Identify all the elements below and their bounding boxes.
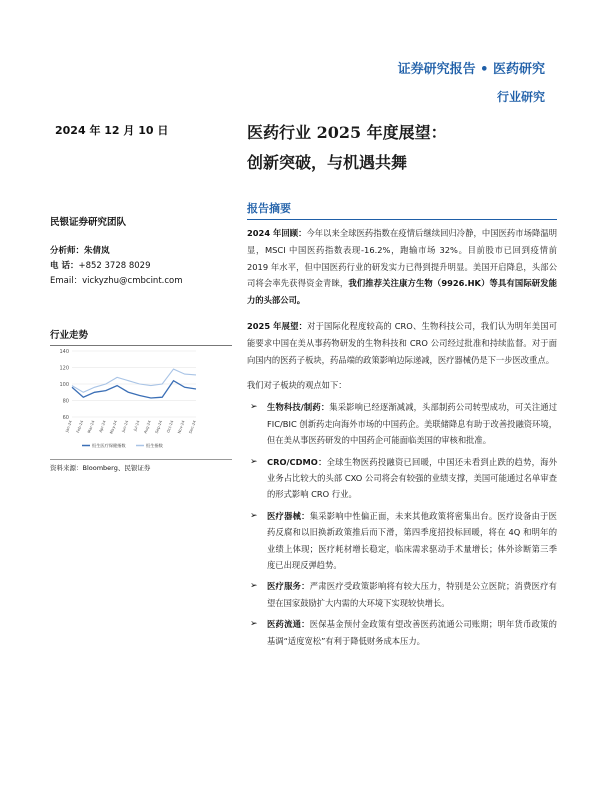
x-tick-label: Mar-24 bbox=[86, 419, 96, 434]
title-line-1: 医药行业 2025 年度展望： bbox=[247, 123, 447, 142]
research-team: 民银证券研究团队 bbox=[50, 217, 127, 228]
title-line-2: 创新突破，与机遇共舞 bbox=[247, 153, 408, 172]
analyst-label: 分析师： bbox=[50, 246, 85, 256]
list-item bbox=[247, 616, 557, 649]
review-text: 今年以来全球医药指数在疫情后继续回归冷静，中国医药市场降温明显，MSCI 中国医药指数表现-16.2%，跑输市场 32%。目前股市已回到疫情前 2019 年水平，但中国医药行业的研发实力已得到提升明显。美国开启降息，头部公司将会率先获得资金青睐， bbox=[247, 228, 557, 289]
bullet-head: 医疗服务： bbox=[267, 581, 310, 592]
y-tick-label: 120 bbox=[59, 365, 69, 372]
list-item bbox=[247, 399, 557, 448]
bullet-text: 集采影响中性偏正面，未来其他政策将密集出台。医疗设备由于医药反腐和以旧换新政策推后而下滑，第四季度招投标回暖，将在 4Q 和明年的业绩上体现；医疗耗材增长稳定，临床需求驱动手术量增长；体外诊断第三季度已出现反弹趋势。 bbox=[267, 510, 557, 571]
x-tick-label: Jul-24 bbox=[132, 419, 141, 432]
bullet-head: 医药流通： bbox=[267, 619, 310, 630]
bullet-text: 严肃医疗受政策影响将有较大压力，特别是公立医院；消费医疗有望在国家鼓励扩大内需的大环境下实现较快增长。 bbox=[267, 581, 557, 608]
x-tick-label: Jun-24 bbox=[120, 419, 130, 433]
arrow-bullet-icon: ➢ bbox=[250, 581, 258, 592]
summary-title: 报告摘要 bbox=[247, 200, 557, 220]
x-tick-label: Oct-24 bbox=[165, 419, 175, 434]
review-head: 2024 年回顾： bbox=[247, 228, 307, 238]
report-date: 2024 年 12 月 10 日 bbox=[55, 124, 169, 137]
legend-label: 恒生指数 bbox=[146, 443, 163, 448]
legend-label: 恒生医疗保健指数 bbox=[92, 443, 126, 448]
x-tick-label: Feb-24 bbox=[75, 419, 85, 434]
bullet-head: 生物科技/制药： bbox=[267, 402, 330, 413]
phone-label: 电 话： bbox=[50, 261, 79, 271]
analyst-row bbox=[50, 244, 232, 259]
trend-title: 行业走势 bbox=[50, 327, 232, 346]
bullet-text: 全球生物医药投融资已回暖，中国还未看到止跌的趋势，海外业务占比较大的头部 CXO 公司将会有较强的业绩支撑，美国可能通过名单审查的形式影响 CRO 行业。 bbox=[267, 456, 557, 500]
arrow-bullet-icon: ➢ bbox=[250, 456, 258, 467]
x-tick-label: May-24 bbox=[108, 419, 119, 435]
x-tick-label: Nov-24 bbox=[176, 419, 186, 435]
email-label: Email： bbox=[50, 276, 83, 286]
bullet-text: 集采影响已经逐渐减减，头部制药公司转型成功，可关注通过 FIC/BIC 创新药走向海外市场的中国药企。美联储降息有助于改善投融资环境，但在美从事医药研发的中国药企可能面临美国的审核和批准。 bbox=[267, 402, 557, 446]
list-item bbox=[247, 454, 557, 503]
chart-source: 资料来源：Bloomberg、民银证券 bbox=[50, 459, 232, 472]
phone-number: +852 3728 8029 bbox=[78, 261, 151, 271]
report-title bbox=[247, 118, 447, 178]
outlook-head: 2025 年展望： bbox=[247, 320, 308, 331]
y-tick-label: 80 bbox=[62, 398, 69, 405]
list-item bbox=[247, 508, 557, 574]
industry-trend-chart bbox=[50, 345, 200, 455]
y-tick-label: 140 bbox=[59, 349, 69, 355]
arrow-bullet-icon: ➢ bbox=[250, 402, 258, 413]
bullet-head: 医疗器械： bbox=[267, 510, 310, 521]
x-tick-label: Apr-24 bbox=[97, 419, 107, 434]
views-intro: 我们对子板块的观点如下： bbox=[247, 380, 347, 391]
bullet-text: 医保基金预付金政策有望改善医药流通公司账期；明年货币政策的基调“适度宽松”有利于降低财务成本压力。 bbox=[267, 619, 557, 646]
review-paragraph bbox=[247, 225, 557, 309]
bullet-head: CRO/CDMO： bbox=[267, 456, 327, 467]
x-tick-label: Sep-24 bbox=[153, 419, 164, 434]
report-type-header: 证券研究报告 • 医药研究 bbox=[397, 62, 545, 77]
email-address[interactable]: vickyzhu@cmbcint.com bbox=[82, 276, 183, 286]
arrow-bullet-icon: ➢ bbox=[250, 510, 258, 521]
y-tick-label: 60 bbox=[62, 415, 69, 421]
series-line-1 bbox=[72, 369, 196, 392]
report-summary bbox=[247, 200, 557, 654]
x-tick-label: Aug-24 bbox=[142, 419, 152, 435]
y-tick-label: 100 bbox=[59, 382, 69, 388]
review-recommendation: 我们推荐关注康方生物（9926.HK）等具有国际研发能力的头部公司。 bbox=[247, 278, 557, 306]
analyst-panel bbox=[50, 214, 232, 289]
x-tick-label: Jan-24 bbox=[64, 419, 73, 433]
outlook-text: 对于国际化程度较高的 CRO、生物科技公司，我们认为明年美国可能要求中国在美从事药物研发的生物科技和 CRO 公司经过批准和持续监督。对于面向国内的医药子板块，药品端的政策影响边际递减，医疗器械仍是下一步医改重点。 bbox=[247, 320, 557, 365]
outlook-paragraph bbox=[247, 318, 557, 368]
analyst-info bbox=[50, 244, 232, 289]
report-category: 行业研究 bbox=[496, 90, 545, 104]
sector-views-list bbox=[247, 399, 557, 649]
list-item bbox=[247, 578, 557, 611]
phone-row bbox=[50, 259, 232, 274]
arrow-bullet-icon: ➢ bbox=[250, 619, 258, 630]
x-tick-label: Dec-24 bbox=[187, 419, 197, 435]
analyst-name: 朱倩岚 bbox=[84, 246, 110, 256]
email-row bbox=[50, 274, 232, 289]
